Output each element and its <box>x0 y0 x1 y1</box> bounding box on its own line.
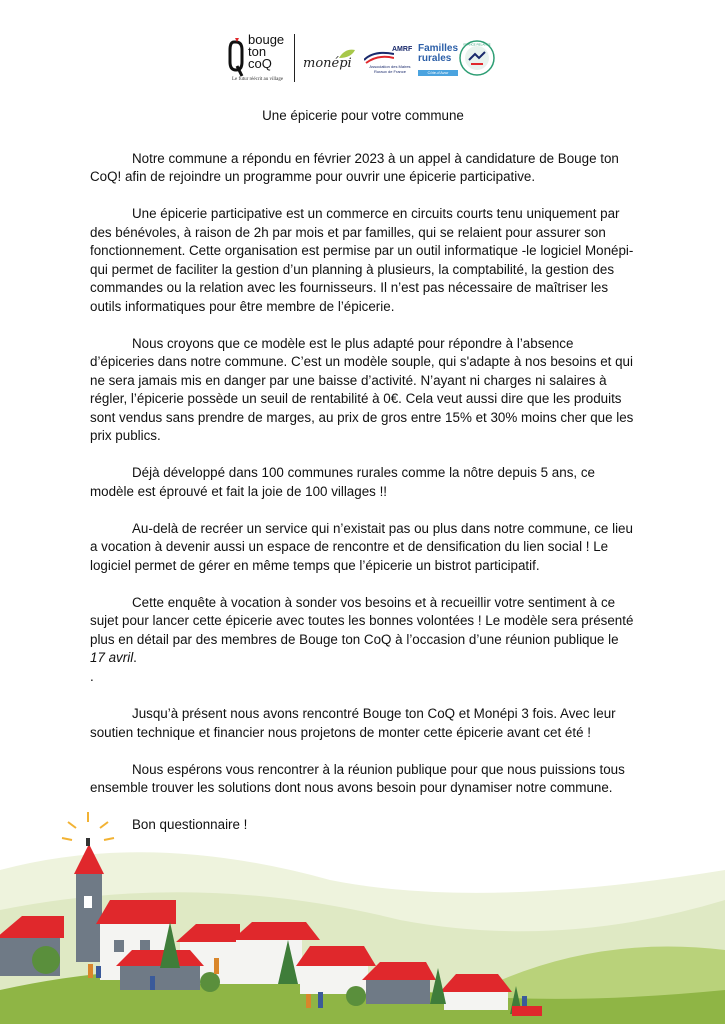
paragraph-3: Nous croyons que ce modèle est le plus adapté pour répondre à l’absence d’épiceries dans notre commune. C’est un modèle souple, qui s'adapte à nos besoins et qui ne sera jamais mis en danger par une baisse d’activité. N’ayant ni charges ni salaires à régler, l’épicerie possède un seuil de rentabilité à 0€. Cela veut aussi dire que les produits sont vendus sans prendre de marges, au prix de gros entre 15% et 30% moins cher que les prix publics. <box>90 335 634 443</box>
bouge-line3: coQ <box>248 56 272 71</box>
bouge-tagline: Le futur réécrit au village <box>232 77 284 82</box>
closing-line: Bon questionnaire ! <box>132 817 248 832</box>
paragraph-meeting <box>90 594 636 668</box>
paragraph-4: Déjà développé dans 100 communes rurales comme la nôtre depuis 5 ans, ce modèle est éprouvé et fait la joie de 100 villages !! <box>90 465 595 499</box>
document-body <box>90 100 636 853</box>
amrf-acronym: AMRF <box>392 46 413 53</box>
france-relance-text: FRANCE RELANCE <box>463 42 491 47</box>
paragraph-2: Une épicerie participative est un commerce en circuits courts tenu uniquement par des bénévoles, à raison de 2h par mois et par familles, qui se relaient pour assurer son fonctionnement. Cette organisation est permise par un outil informatique -le logiciel Monépi- qui permet de faciliter la gestion d’un planning à plusieurs, la comptabilité, la gestion des commandes ou la relation avec les fournisseurs. Il n’est pas nécessaire de maîtriser les outils informatiques pour être membre de l’épicerie. <box>90 206 634 314</box>
bouge-ton-coq-logo <box>228 32 288 86</box>
sun-rays-icon <box>62 812 114 840</box>
france-relance-logo <box>459 40 495 76</box>
familles-bar: Côte-d'Azur <box>418 70 458 76</box>
amrf-logo <box>362 44 416 80</box>
familles-text: Familles rurales <box>418 43 459 64</box>
coq-q-icon <box>228 36 248 78</box>
bouge-line1: bouge <box>248 32 285 47</box>
paragraph-7: Jusqu’à présent nous avons rencontré Bouge ton CoQ et Monépi 3 fois. Avec leur soutien technique et financier nous projetons de monter cette épicerie avant cet été ! <box>90 706 616 740</box>
stray-dot: . <box>90 669 94 684</box>
bouge-line2: ton <box>248 44 267 59</box>
amrf-mark-icon <box>364 48 394 64</box>
meeting-date: 17 avril <box>90 650 134 665</box>
amrf-subtitle: Association des Maires Ruraux de France <box>369 64 411 74</box>
familles-rurales-logo <box>418 40 458 78</box>
monepi-text: monépi <box>303 56 352 71</box>
document-title: Une épicerie pour votre commune <box>262 108 464 123</box>
village-illustration <box>0 800 725 1024</box>
paragraph-8: Nous espérons vous rencontrer à la réunion publique pour que nous puissions tous ensemble trouver les solutions dont nous avons besoin pour dynamiser notre commune. <box>90 761 625 795</box>
paragraph-5: Au-delà de recréer un service qui n’existait pas ou plus dans notre commune, ce lieu a vocation à devenir aussi un espace de rencontre et de densification du lien social ! Le logiciel permet de gérer en même temps que l’épicerie un bistrot participatif. <box>90 520 633 573</box>
monepi-logo <box>303 48 359 78</box>
house-8 <box>116 950 204 990</box>
meeting-end: . <box>133 650 137 665</box>
logo-divider <box>294 34 295 82</box>
meeting-text: Cette enquête à vocation à sonder vos besoins et à recueillir votre sentiment à ce sujet pour lancer cette épicerie avec toutes les bonnes volontées ! Le modèle sera présenté plus en détail par des membres de Bouge ton CoQ à l’occasion d’une réunion publique le <box>90 594 634 647</box>
house-5 <box>296 946 376 994</box>
paragraph-1: Notre commune a répondu en février 2023 à un appel à candidature de Bouge ton CoQ! afin de rejoindre un programme pour ouvrir une épicerie participative. <box>90 150 619 184</box>
header-logos <box>0 30 725 90</box>
